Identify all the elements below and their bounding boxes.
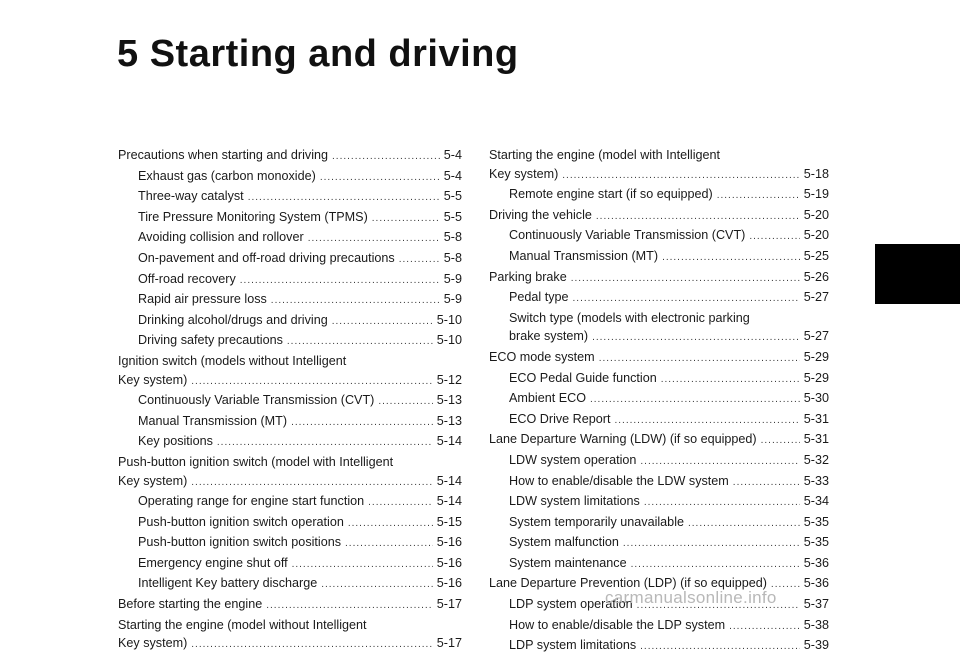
toc-entry-title: Avoiding collision and rollover: [138, 230, 304, 245]
dot-leader: [292, 556, 433, 575]
dot-leader: [332, 313, 433, 332]
dot-leader: [562, 167, 800, 186]
toc-entry[interactable]: [489, 268, 829, 289]
dot-leader: [640, 453, 799, 472]
toc-entry[interactable]: [118, 492, 462, 513]
toc-entry[interactable]: [489, 348, 829, 369]
toc-entry-title: Manual Transmission (MT): [138, 413, 288, 428]
toc-entry-title: Pedal type: [509, 290, 569, 305]
toc-entry-page: 5-35: [803, 535, 829, 550]
toc-entry-title: Continuously Variable Transmission (CVT): [138, 393, 375, 408]
toc-entry[interactable]: [489, 389, 829, 410]
chapter-title: 5 Starting and driving: [117, 33, 519, 75]
toc-entry-page: 5-33: [803, 473, 829, 488]
toc-entry[interactable]: [489, 146, 829, 185]
toc-entry[interactable]: [489, 533, 829, 554]
toc-entry-title: Operating range for engine start function: [138, 494, 365, 509]
toc-column-left: [118, 146, 462, 655]
toc-entry-page: 5-8: [443, 250, 462, 265]
toc-entry[interactable]: [118, 412, 462, 433]
toc-entry[interactable]: [489, 430, 829, 451]
toc-entry-title: Intelligent Key battery discharge: [138, 576, 318, 591]
toc-column-right: [489, 146, 829, 657]
toc-entry-page: 5-10: [436, 312, 462, 327]
toc-entry[interactable]: [489, 451, 829, 472]
toc-entry-page: 5-14: [436, 434, 462, 449]
dot-leader: [729, 618, 800, 637]
toc-entry[interactable]: [118, 513, 462, 534]
toc-entry[interactable]: [118, 249, 462, 270]
toc-entry-title: Off-road recovery: [138, 271, 236, 286]
toc-entry-page: 5-13: [436, 393, 462, 408]
toc-entry[interactable]: [489, 288, 829, 309]
toc-entry-title: LDW system operation: [509, 452, 637, 467]
dot-leader: [661, 371, 800, 390]
dot-leader: [191, 636, 433, 655]
toc-entry-title: Driving safety precautions: [138, 333, 283, 348]
toc-entry[interactable]: [118, 554, 462, 575]
dot-leader: [644, 494, 800, 513]
dot-leader: [631, 556, 800, 575]
toc-entry-title: Emergency engine shut off: [138, 555, 288, 570]
watermark: carmanualsonline.info: [605, 588, 777, 607]
dot-leader: [662, 249, 800, 268]
toc-entry-page: 5-16: [436, 555, 462, 570]
dot-leader: [372, 210, 440, 229]
toc-entry-page: 5-4: [443, 168, 462, 183]
dot-leader: [332, 148, 440, 167]
toc-entry-title: Before starting the engine: [118, 597, 263, 612]
toc-entry[interactable]: [489, 636, 829, 657]
toc-entry[interactable]: [489, 309, 829, 348]
toc-entry-page: 5-20: [803, 207, 829, 222]
toc-entry[interactable]: [118, 167, 462, 188]
toc-entry[interactable]: [489, 554, 829, 575]
toc-entry[interactable]: [118, 290, 462, 311]
toc-entry-page: 5-17: [436, 636, 462, 651]
toc-entry-title: How to enable/disable the LDP system: [509, 617, 726, 632]
toc-entry[interactable]: [118, 453, 462, 492]
toc-entry[interactable]: [118, 270, 462, 291]
toc-entry-title: System temporarily unavailable: [509, 514, 684, 529]
dot-leader: [191, 373, 433, 392]
toc-entry[interactable]: [489, 616, 829, 637]
dot-leader: [308, 230, 440, 249]
toc-entry[interactable]: [489, 369, 829, 390]
toc-entry-title-line1: Ignition switch (models without Intelligent: [118, 353, 347, 368]
toc-entry[interactable]: [489, 247, 829, 268]
dot-leader: [688, 515, 800, 534]
toc-entry-title: Ambient ECO: [509, 391, 586, 406]
toc-entry-page: 5-10: [436, 333, 462, 348]
dot-leader: [345, 535, 433, 554]
toc-entry-page: 5-13: [436, 413, 462, 428]
toc-entry-title: How to enable/disable the LDW system: [509, 473, 729, 488]
toc-entry-title: Driving the vehicle: [489, 207, 592, 222]
toc-entry-page: 5-5: [443, 189, 462, 204]
dot-leader: [599, 350, 800, 369]
toc-entry-page: 5-14: [436, 473, 462, 488]
toc-entry-title: Tire Pressure Monitoring System (TPMS): [138, 209, 368, 224]
toc-entry[interactable]: [489, 226, 829, 247]
toc-entry[interactable]: [489, 472, 829, 493]
toc-entry-page: 5-5: [443, 209, 462, 224]
dot-leader: [733, 474, 800, 493]
toc-entry[interactable]: [118, 432, 462, 453]
toc-entry[interactable]: [118, 331, 462, 352]
dot-leader: [614, 412, 799, 431]
toc-entry-page: 5-38: [803, 617, 829, 632]
chapter-thumb-tab: [875, 244, 960, 304]
toc-entry-page: 5-25: [803, 248, 829, 263]
toc-entry-title: Parking brake: [489, 269, 567, 284]
toc-entry-page: 5-17: [436, 597, 462, 612]
dot-leader: [191, 474, 433, 493]
dot-leader: [717, 187, 800, 206]
toc-entry-title: Three-way catalyst: [138, 189, 244, 204]
toc-entry-title: Drinking alcohol/drugs and driving: [138, 312, 328, 327]
toc-entry[interactable]: [118, 595, 462, 616]
dot-leader: [378, 393, 432, 412]
toc-entry-title: LDP system operation: [509, 597, 633, 612]
toc-entry-page: 5-19: [803, 187, 829, 202]
toc-entry-title: ECO Drive Report: [509, 411, 611, 426]
toc-entry-title: Push-button ignition switch positions: [138, 535, 342, 550]
toc-entry-title: LDP system limitations: [509, 638, 637, 653]
dot-leader: [368, 494, 433, 513]
toc-entry[interactable]: [118, 228, 462, 249]
toc-entry[interactable]: [489, 513, 829, 534]
toc-entry-page: 5-4: [443, 148, 462, 162]
toc-entry-title: brake system): [509, 329, 589, 344]
toc-entry[interactable]: [118, 533, 462, 554]
dot-leader: [240, 272, 440, 291]
toc-entry[interactable]: [118, 616, 462, 655]
toc-entry-title-line1: Push-button ignition switch (model with Intelligent: [118, 454, 394, 469]
toc-entry-page: 5-30: [803, 391, 829, 406]
dot-leader: [573, 290, 800, 309]
toc-entry[interactable]: [489, 492, 829, 513]
toc-entry-title: Key system): [118, 473, 188, 488]
toc-entry[interactable]: [489, 206, 829, 227]
toc-entry-title-line1: Switch type (models with electronic parking: [509, 310, 750, 325]
dot-leader: [399, 251, 440, 270]
toc-entry-title: System maintenance: [509, 555, 627, 570]
toc-entry-title: Key system): [489, 166, 559, 181]
toc-entry[interactable]: [489, 185, 829, 206]
toc-entry-page: 5-39: [803, 638, 829, 653]
toc-entry-title: ECO mode system: [489, 349, 595, 364]
toc-entry[interactable]: [118, 208, 462, 229]
toc-entry-page: 5-18: [803, 166, 829, 181]
dot-leader: [271, 292, 440, 311]
toc-entry-title: System malfunction: [509, 535, 619, 550]
dot-leader: [266, 597, 433, 616]
toc-entry-page: 5-29: [803, 370, 829, 385]
toc-entry-page: 5-36: [803, 555, 829, 570]
toc-entry-page: 5-9: [443, 292, 462, 307]
toc-entry-page: 5-35: [803, 514, 829, 529]
toc-entry[interactable]: [118, 391, 462, 412]
dot-leader: [287, 333, 433, 352]
toc-entry-title: ECO Pedal Guide function: [509, 370, 657, 385]
dot-leader: [291, 414, 433, 433]
toc-entry-page: 5-16: [436, 576, 462, 591]
toc-entry-title-line1: Starting the engine (model with Intelligent: [489, 148, 721, 162]
toc-entry-page: 5-26: [803, 269, 829, 284]
toc-entry-page: 5-29: [803, 349, 829, 364]
toc-entry[interactable]: [118, 146, 462, 167]
toc-entry-title: Key system): [118, 372, 188, 387]
dot-leader: [592, 329, 800, 348]
toc-entry-page: 5-8: [443, 230, 462, 245]
toc-entry-title: Continuously Variable Transmission (CVT): [509, 228, 746, 243]
toc-entry-page: 5-32: [803, 452, 829, 467]
toc-entry-title: Lane Departure Prevention (LDP) (if so equipped): [489, 576, 767, 591]
toc-entry-title: Push-button ignition switch operation: [138, 514, 344, 529]
toc-entry-title: Manual Transmission (MT): [509, 248, 659, 263]
toc-entry-page: 5-15: [436, 514, 462, 529]
toc-entry-page: 5-31: [803, 411, 829, 426]
toc-entry-title: On-pavement and off-road driving precautions: [138, 250, 395, 265]
dot-leader: [320, 169, 440, 188]
toc-entry-title: Key system): [118, 636, 188, 651]
dot-leader: [749, 228, 799, 247]
toc-entry-title: Key positions: [138, 434, 213, 449]
toc-entry-title: Lane Departure Warning (LDW) (if so equipped): [489, 432, 757, 447]
toc-entry-page: 5-31: [803, 432, 829, 447]
dot-leader: [248, 189, 440, 208]
toc-entry-page: 5-27: [803, 290, 829, 305]
toc-entry-page: 5-34: [803, 494, 829, 509]
toc-entry-page: 5-20: [803, 228, 829, 243]
toc-entry[interactable]: [118, 311, 462, 332]
dot-leader: [590, 391, 800, 410]
dot-leader: [348, 515, 433, 534]
toc-entry[interactable]: [118, 187, 462, 208]
dot-leader: [596, 208, 800, 227]
toc-entry-title: Precautions when starting and driving: [118, 148, 329, 162]
toc-entry-page: 5-14: [436, 494, 462, 509]
toc-entry-page: 5-12: [436, 372, 462, 387]
toc-entry[interactable]: [118, 574, 462, 595]
toc-entry-title-line1: Starting the engine (model without Intelligent: [118, 617, 367, 632]
toc-entry-title: LDW system limitations: [509, 494, 640, 509]
dot-leader: [571, 270, 800, 289]
toc-entry[interactable]: [118, 352, 462, 391]
dot-leader: [640, 638, 800, 657]
toc-entry-title: Exhaust gas (carbon monoxide): [138, 168, 316, 183]
dot-leader: [623, 535, 800, 554]
toc-entry[interactable]: [489, 410, 829, 431]
toc-entry-page: 5-9: [443, 271, 462, 286]
toc-entry-page: 5-36: [803, 576, 829, 591]
toc-entry-page: 5-37: [803, 597, 829, 612]
toc-entry-page: 5-16: [436, 535, 462, 550]
toc-entry-title: Remote engine start (if so equipped): [509, 187, 713, 202]
toc-entry-title: Rapid air pressure loss: [138, 292, 267, 307]
dot-leader: [761, 432, 800, 451]
dot-leader: [217, 434, 433, 453]
toc-entry-page: 5-27: [803, 329, 829, 344]
dot-leader: [321, 576, 433, 595]
